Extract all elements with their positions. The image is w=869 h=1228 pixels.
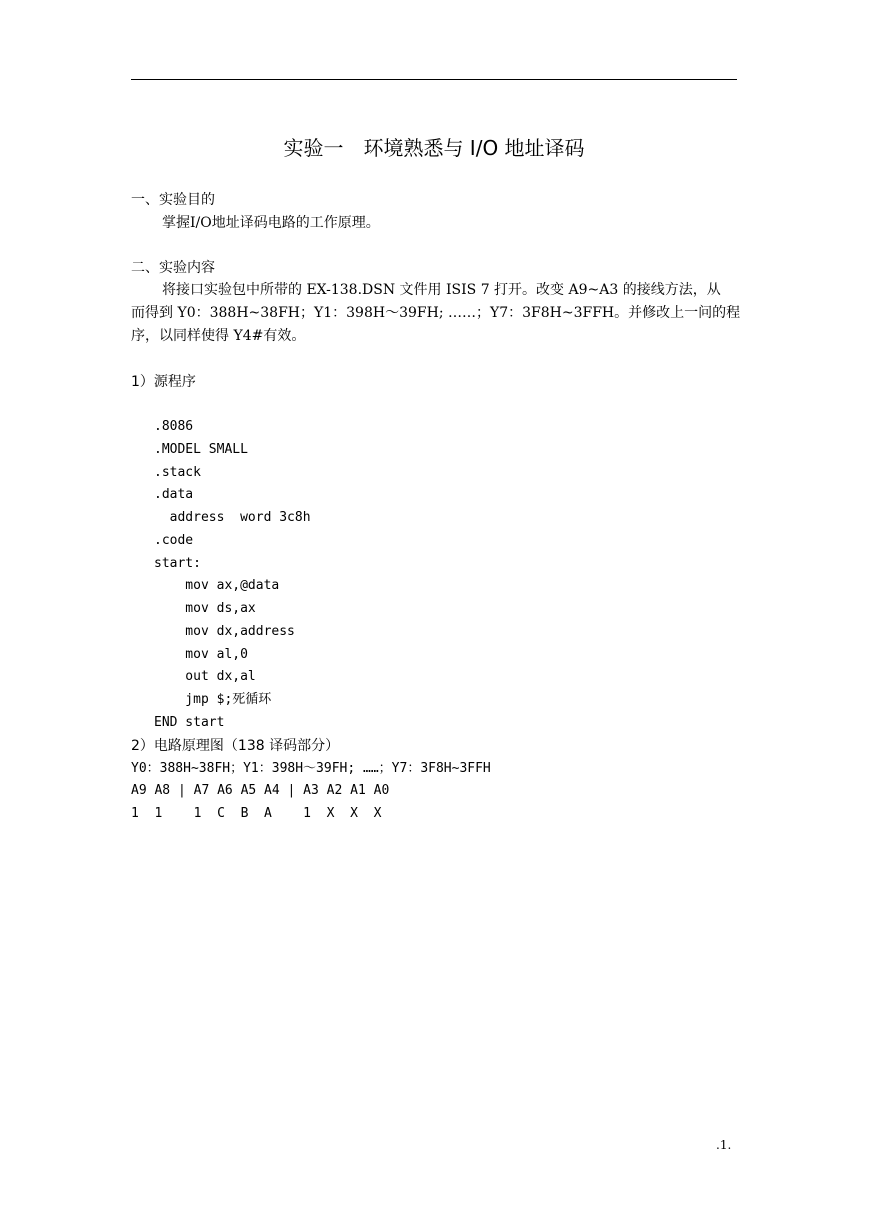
source-heading: 1）源程序 [131,374,196,390]
code-line: mov al,0 [154,647,248,662]
section-heading-content: 二、实验内容 [131,260,215,276]
code-line: mov ax,@data [154,578,280,593]
code-line: .8086 [154,419,194,434]
header-rule [131,79,737,80]
code-line: start: [154,556,201,571]
circuit-heading: 2）电路原理图（138 译码部分） [131,738,340,754]
code-line: .data [154,487,194,502]
code-line: out dx,al [154,669,256,684]
content-line-3: 序，以同样使得 Y4#有效。 [131,328,306,344]
section-heading-purpose: 一、实验目的 [131,192,215,208]
circuit-range-line: Y0：388H~38FH；Y1：398H～39FH; ……；Y7：3F8H~3FFH [131,761,491,776]
code-line: END start [154,715,225,730]
content-line-2: 而得到 Y0：388H~38FH；Y1：398H～39FH; ……；Y7：3F8H~3FFH。并修改上一问的程 [131,305,741,321]
address-bit-header: A9 A8 | A7 A6 A5 A4 | A3 A2 A1 A0 [131,783,390,798]
code-line: mov ds,ax [154,601,256,616]
code-line: .code [154,533,194,548]
page-number: .1. [716,1138,732,1152]
code-line: address word 3c8h [154,510,311,525]
code-line: jmp $;死循环 [154,692,272,707]
page-title: 实验一 环境熟悉与 I/O 地址译码 [283,136,585,160]
code-line: .MODEL SMALL [154,442,248,457]
address-bit-values: 1 1 1 C B A 1 X X X [131,806,382,821]
purpose-text: 掌握I/O地址译码电路的工作原理。 [162,215,380,231]
code-line: .stack [154,465,201,480]
content-line-1: 将接口实验包中所带的 EX-138.DSN 文件用 ISIS 7 打开。改变 A9~A3 的接线方法，从 [162,282,721,298]
code-line: mov dx,address [154,624,295,639]
content-paragraph [131,279,741,348]
